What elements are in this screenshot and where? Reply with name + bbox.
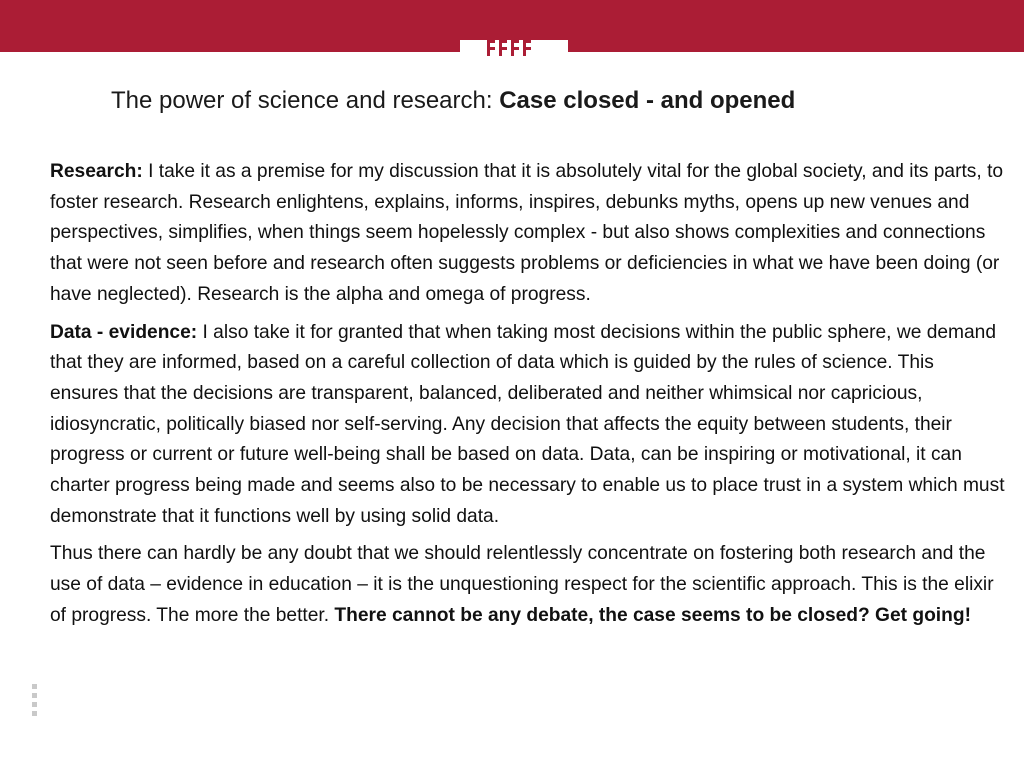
logo-glyph (523, 40, 531, 56)
logo-glyph (487, 40, 495, 56)
slide-title (111, 84, 971, 118)
logo-tab (460, 40, 568, 64)
paragraph-lead: Research: (50, 161, 143, 182)
paragraph-text: Thus there can hardly be any doubt that we should relentlessly concentrate on fostering both research and the use of data – evidence in education – it is the unquestioning respect for the scientific approach. This is the elixir of progress. The more the better. (50, 543, 994, 626)
paragraph-research (50, 157, 1005, 311)
paragraph-lead: Data - evidence: (50, 321, 198, 343)
paragraph-data-evidence (50, 318, 1005, 533)
paragraph-text: I also take it for granted that when taking most decisions within the public sphere, we demand that they are informed, based on a careful collection of data which is guided by the rules of science. This ensures that the decisions are transparent, balanced, deliberated and neither whimsical nor capricious, idiosyncratic, politically biased nor self-serving. Any decision that affects the equity between students, their progress or current or future well-being shall be based on data. Data, can be inspiring or motivational, it can charter progress being made and seems also to be necessary to enable us to place trust in a system which must demonstrate that it functions well by using solid data. (50, 321, 1005, 527)
slide-body (50, 157, 1005, 639)
paragraph-bold-tail: There cannot be any debate, the case seems to be closed? Get going! (334, 604, 971, 626)
logo-glyph (499, 40, 507, 56)
paragraph-conclusion (50, 539, 1005, 631)
logo-icon (487, 40, 531, 56)
title-regular: The power of science and research: (111, 87, 500, 114)
paragraph-text: I take it as a premise for my discussion that it is absolutely vital for the global society, and its parts, to foster research. Research enlightens, explains, informs, inspires, debunks myths, opens up new venues and perspectives, simplifies, when things seem hopelessly complex - but also shows complexities and connections that were not seen before and research often suggests problems or deficiencies in what we have been doing (or have neglected). Research is the alpha and omega of progress. (50, 161, 1004, 305)
side-mark-icon (30, 684, 40, 724)
title-bold: Case closed - and opened (499, 87, 796, 114)
logo-glyph (511, 40, 519, 56)
